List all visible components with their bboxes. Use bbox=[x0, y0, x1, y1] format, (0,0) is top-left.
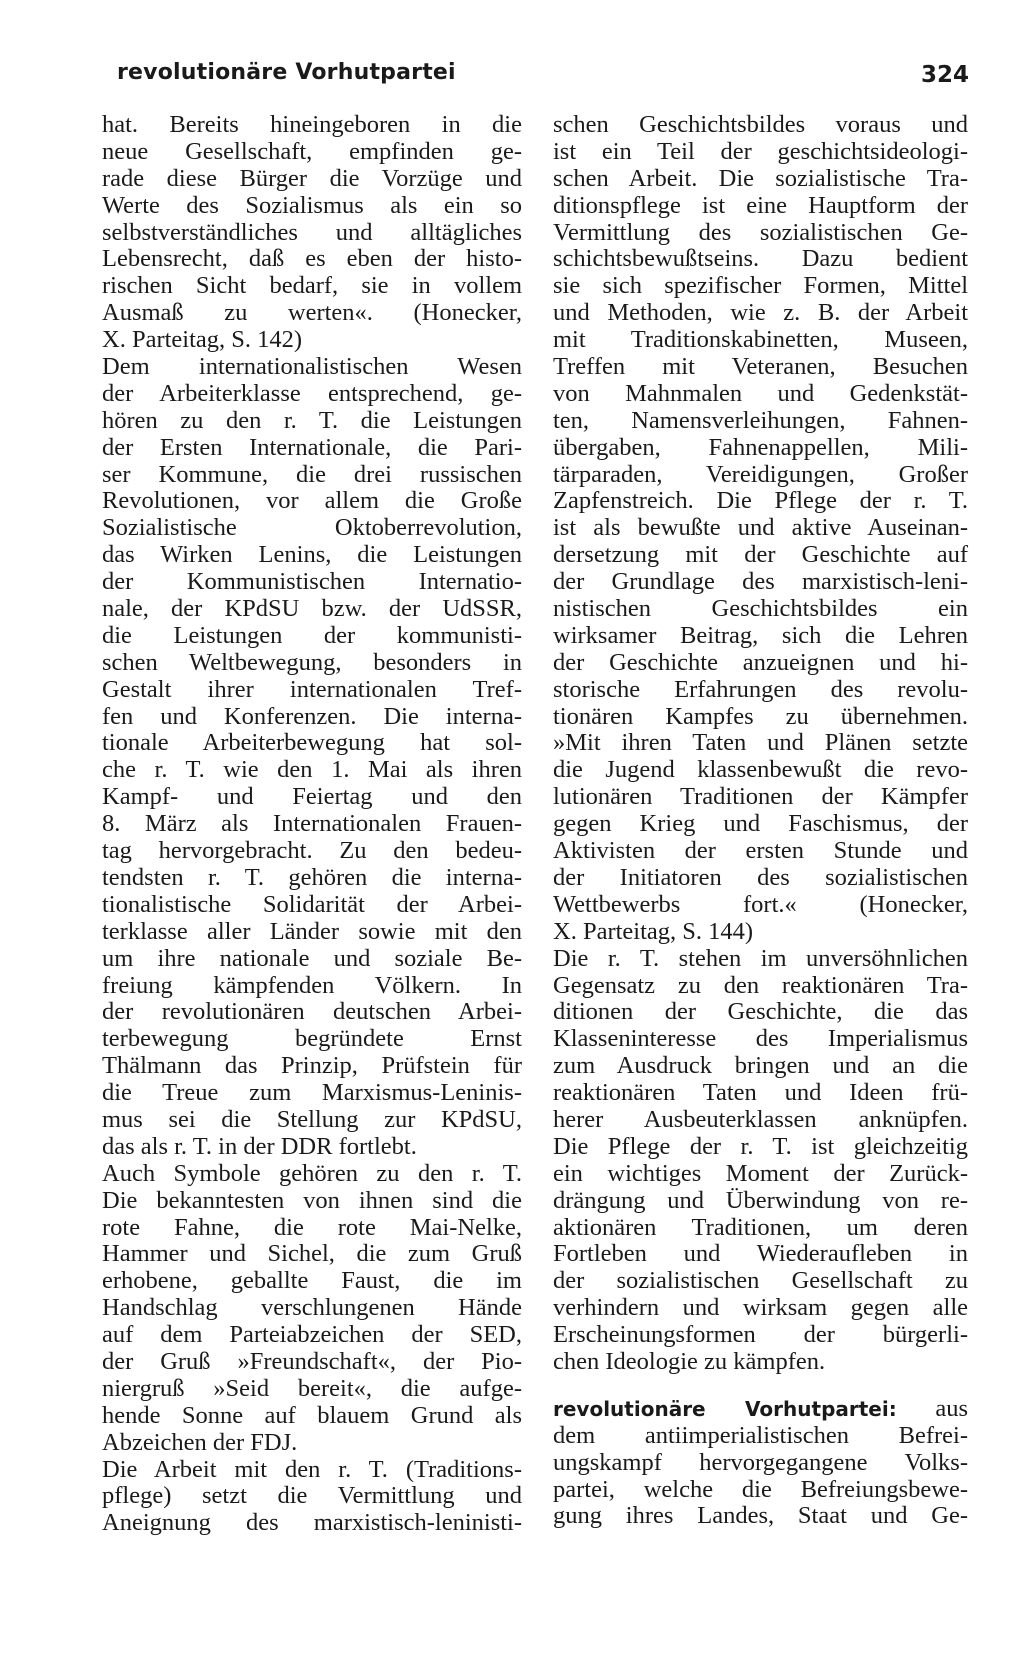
text-line: partei, welche die Befreiungsbewe- bbox=[553, 1475, 968, 1503]
text-line: ser Kommune, die drei russischen bbox=[102, 460, 522, 488]
text-line: Aneignung des marxistisch-leninisti- bbox=[102, 1509, 522, 1537]
text-line: Die bekanntesten von ihnen sind die bbox=[102, 1186, 522, 1214]
text-line: Thälmann das Prinzip, Prüfstein für bbox=[102, 1052, 522, 1080]
text-line: wirksamer Beitrag, sich die Lehren bbox=[553, 621, 968, 649]
text-line: Werte des Sozialismus als ein so bbox=[102, 191, 522, 219]
text-line: herer Ausbeuterklassen anknüpfen. bbox=[553, 1105, 968, 1133]
text-line: fen und Konferenzen. Die interna- bbox=[102, 702, 522, 730]
text-line: der Kommunistischen Internatio- bbox=[102, 568, 522, 596]
text-line: Die r. T. stehen im unversöhnlichen bbox=[553, 944, 968, 972]
text-line: ein wichtiges Moment der Zurück- bbox=[553, 1159, 968, 1187]
text-line: tärparaden, Vereidigungen, Großer bbox=[553, 460, 968, 488]
text-line: der sozialistischen Gesellschaft zu bbox=[553, 1267, 968, 1295]
text-line: gegen Krieg und Faschismus, der bbox=[553, 810, 968, 838]
text-line: die Treue zum Marxismus-Leninis- bbox=[102, 1079, 522, 1107]
text-line: ditionen der Geschichte, die das bbox=[553, 998, 968, 1026]
right-column bbox=[553, 112, 968, 1530]
text-line: das als r. T. in der DDR fortlebt. bbox=[102, 1132, 417, 1160]
text-line: der Initiatoren des sozialistischen bbox=[553, 863, 968, 891]
text-line: storische Erfahrungen des revolu- bbox=[553, 675, 968, 703]
text-line: tionären Kampfes zu übernehmen. bbox=[553, 702, 968, 730]
text-line: ist als bewußte und aktive Auseinan- bbox=[553, 514, 968, 542]
page-number: 324 bbox=[920, 62, 969, 88]
text-line: der Gruß »Freundschaft«, der Pio- bbox=[102, 1347, 522, 1375]
text-line: niergruß »Seid bereit«, die aufge- bbox=[102, 1374, 522, 1402]
text-line: die Jugend klassenbewußt die revo- bbox=[553, 756, 968, 784]
text-line: dem antiimperialistischen Befrei- bbox=[553, 1421, 968, 1449]
text-line: Hammer und Sichel, die zum Gruß bbox=[102, 1240, 522, 1268]
text-line: die Leistungen der kommunisti- bbox=[102, 621, 522, 649]
text-line: tionalistische Solidarität der Arbei- bbox=[102, 890, 522, 918]
text-line: ten, Namensverleihungen, Fahnen- bbox=[553, 406, 968, 434]
text-line: chen Ideologie zu kämpfen. bbox=[553, 1347, 826, 1375]
text-line: Die Pflege der r. T. ist gleichzeitig bbox=[553, 1132, 968, 1160]
text-line: ditionspflege ist eine Hauptform der bbox=[553, 191, 968, 219]
text-line: nale, der KPdSU bzw. der UdSSR, bbox=[102, 595, 522, 623]
text-line: pflege) setzt die Vermittlung und bbox=[102, 1482, 522, 1510]
entry-headword: revolutionäre Vorhutpartei: bbox=[553, 1396, 897, 1421]
text-line: Lebensrecht, daß es eben der histo- bbox=[102, 245, 522, 273]
text-line: der Geschichte anzueignen und hi- bbox=[553, 648, 968, 676]
text-line: tag hervorgebracht. Zu den bedeu- bbox=[102, 837, 522, 865]
text-line: gung ihres Landes, Staat und Ge- bbox=[553, 1502, 968, 1530]
text-line: und Methoden, wie z. B. der Arbeit bbox=[553, 299, 968, 327]
running-head: revolutionäre Vorhutpartei bbox=[117, 60, 456, 85]
text-line: X. Parteitag, S. 144) bbox=[553, 917, 754, 945]
text-line: hende Sonne auf blauem Grund als bbox=[102, 1401, 522, 1429]
text-line: zum Ausdruck bringen und an die bbox=[553, 1052, 968, 1080]
text-line: terbewegung begründete Ernst bbox=[102, 1025, 522, 1053]
text-line: dersetzung mit der Geschichte auf bbox=[553, 541, 968, 569]
text-line: der Grundlage des marxistisch-leni- bbox=[553, 568, 968, 596]
text-line: mus sei die Stellung zur KPdSU, bbox=[102, 1105, 522, 1133]
text-line: Klasseninteresse des Imperialismus bbox=[553, 1025, 968, 1053]
text-line: schen Geschichtsbildes voraus und bbox=[553, 111, 968, 138]
text-line: Gegensatz zu den reaktionären Tra- bbox=[553, 971, 968, 999]
entry-first-line bbox=[553, 1396, 968, 1423]
text-line: erhobene, geballte Faust, die im bbox=[102, 1267, 522, 1295]
text-line: Revolutionen, vor allem die Große bbox=[102, 487, 522, 515]
text-line: der Arbeiterklasse entsprechend, ge- bbox=[102, 379, 522, 407]
text-line: rote Fahne, die rote Mai-Nelke, bbox=[102, 1213, 522, 1241]
text-line: verhindern und wirksam gegen alle bbox=[553, 1294, 968, 1322]
text-line: mit Traditionskabinetten, Museen, bbox=[553, 326, 968, 354]
text-line: das Wirken Lenins, die Leistungen bbox=[102, 541, 522, 569]
text-line: Abzeichen der FDJ. bbox=[102, 1428, 298, 1456]
text-line: reaktionären Taten und Ideen frü- bbox=[553, 1079, 968, 1107]
text-line: Zapfenstreich. Die Pflege der r. T. bbox=[553, 487, 968, 515]
text-line: tionale Arbeiterbewegung hat sol- bbox=[102, 729, 522, 757]
text-line: terklasse aller Länder sowie mit den bbox=[102, 917, 522, 945]
text-line: schichtsbewußtseins. Dazu bedient bbox=[553, 245, 968, 273]
text-line: Aktivisten der ersten Stunde und bbox=[553, 837, 968, 865]
text-line: Erscheinungsformen der bürgerli- bbox=[553, 1321, 968, 1349]
text-line: X. Parteitag, S. 142) bbox=[102, 326, 303, 354]
entry-gap bbox=[553, 1376, 968, 1396]
text-line: drängung und Überwindung von re- bbox=[553, 1186, 968, 1214]
text-line: von Mahnmalen und Gedenkstät- bbox=[553, 379, 968, 407]
text-line: Ausmaß zu werten«. (Honecker, bbox=[102, 299, 522, 327]
text-line: selbstverständliches und alltägliches bbox=[102, 218, 522, 246]
text-line: schen Arbeit. Die sozialistische Tra- bbox=[553, 164, 968, 192]
text-line: hören zu den r. T. die Leistungen bbox=[102, 406, 522, 434]
text-line: rade diese Bürger die Vorzüge und bbox=[102, 164, 522, 192]
text-line: nistischen Geschichtsbildes ein bbox=[553, 595, 968, 623]
text-line: neue Gesellschaft, empfinden ge- bbox=[102, 137, 522, 165]
text-line: Gestalt ihrer internationalen Tref- bbox=[102, 675, 522, 703]
text-line: Vermittlung des sozialistischen Ge- bbox=[553, 218, 968, 246]
left-column bbox=[102, 112, 522, 1537]
text-line: Fortleben und Wiederaufleben in bbox=[553, 1240, 968, 1268]
text-line: der Ersten Internationale, die Pari- bbox=[102, 433, 522, 461]
text-line: Kampf- und Feiertag und den bbox=[102, 783, 522, 811]
entry-first-line-rest: aus bbox=[935, 1394, 968, 1422]
text-line: hat. Bereits hineingeboren in die bbox=[102, 111, 522, 138]
text-line: che r. T. wie den 1. Mai als ihren bbox=[102, 756, 522, 784]
text-line: Wettbewerbs fort.« (Honecker, bbox=[553, 890, 968, 918]
text-line: »Mit ihren Taten und Plänen setzte bbox=[553, 729, 968, 757]
text-line: aktionären Traditionen, um deren bbox=[553, 1213, 968, 1241]
text-line: Auch Symbole gehören zu den r. T. bbox=[102, 1159, 522, 1187]
text-line: ist ein Teil der geschichtsideologi- bbox=[553, 137, 968, 165]
text-line: 8. März als Internationalen Frauen- bbox=[102, 810, 522, 838]
text-line: freiung kämpfenden Völkern. In bbox=[102, 971, 522, 999]
text-line: sie sich spezifischer Formen, Mittel bbox=[553, 272, 968, 300]
text-line: übergaben, Fahnenappellen, Mili- bbox=[553, 433, 968, 461]
text-line: auf dem Parteiabzeichen der SED, bbox=[102, 1321, 522, 1349]
text-line: Die Arbeit mit den r. T. (Traditions- bbox=[102, 1455, 522, 1483]
text-line: Handschlag verschlungenen Hände bbox=[102, 1294, 522, 1322]
text-line: um ihre nationale und soziale Be- bbox=[102, 944, 522, 972]
text-line: ungskampf hervorgegangene Volks- bbox=[553, 1448, 968, 1476]
text-line: tendsten r. T. gehören die interna- bbox=[102, 863, 522, 891]
text-line: schen Weltbewegung, besonders in bbox=[102, 648, 522, 676]
text-line: Sozialistische Oktoberrevolution, bbox=[102, 514, 522, 542]
text-line: rischen Sicht bedarf, sie in vollem bbox=[102, 272, 522, 300]
text-line: Treffen mit Veteranen, Besuchen bbox=[553, 353, 968, 381]
text-line: Dem internationalistischen Wesen bbox=[102, 353, 522, 381]
text-line: lutionären Traditionen der Kämpfer bbox=[553, 783, 968, 811]
text-line: der revolutionären deutschen Arbei- bbox=[102, 998, 522, 1026]
